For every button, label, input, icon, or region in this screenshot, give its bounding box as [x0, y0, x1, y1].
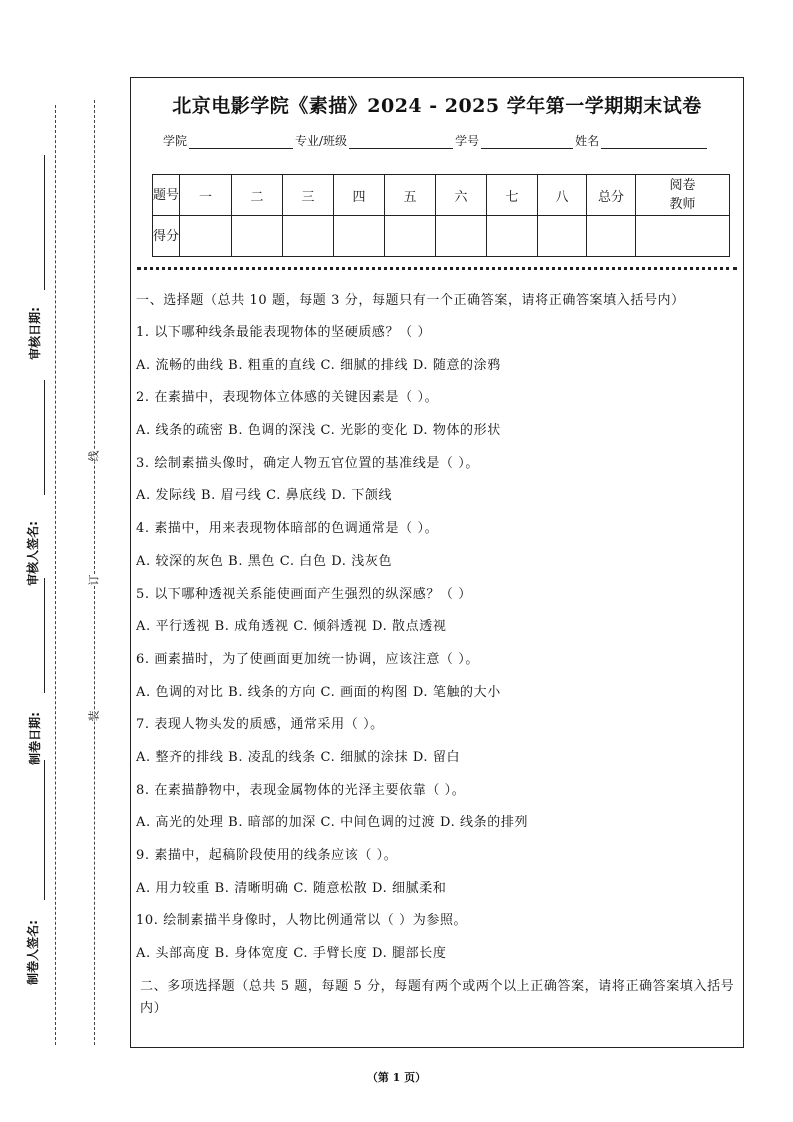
- question-text: 7. 表现人物头发的质感，通常采用（ ）。: [136, 717, 384, 733]
- score-table-header-row: [153, 175, 730, 216]
- college-field[interactable]: [189, 134, 293, 149]
- col-header: 五: [385, 175, 436, 216]
- score-table-score-row: [153, 216, 730, 257]
- col-header: 一: [180, 175, 232, 216]
- question-text: 8. 在素描静物中，表现金属物体的光泽主要依靠（ ）。: [136, 782, 466, 798]
- score-cell-total[interactable]: [587, 216, 636, 257]
- question-options: A. 发际线 B. 眉弓线 C. 鼻底线 D. 下颌线: [136, 488, 393, 504]
- maker-date-line: [44, 578, 45, 693]
- question-options: A. 平行透视 B. 成角透视 C. 倾斜透视 D. 散点透视: [136, 619, 447, 635]
- question-options: A. 色调的对比 B. 线条的方向 C. 画面的构图 D. 笔触的大小: [136, 684, 501, 700]
- maker-date-label: 制卷日期:: [27, 712, 42, 765]
- row-label-question-no: 题号: [153, 175, 180, 216]
- maker-sign-line: [44, 760, 45, 900]
- question-text: 4. 素描中，用来表现物体暗部的色调通常是（ ）。: [136, 521, 439, 537]
- col-header: 八: [538, 175, 587, 216]
- seal-mark: 装: [87, 710, 101, 722]
- row-label-score: 得分: [153, 216, 180, 257]
- question-text: 10. 绘制素描半身像时，人物比例通常以（ ）为参照。: [136, 913, 468, 929]
- maker-sign-label: 制卷人签名:: [25, 920, 40, 985]
- question-text: 2. 在素描中，表现物体立体感的关键因素是（ ）。: [136, 390, 439, 406]
- score-cell[interactable]: [283, 216, 334, 257]
- score-table: [152, 174, 730, 257]
- line-mark: 线: [87, 450, 101, 462]
- col-header: 七: [487, 175, 538, 216]
- student-id-label: 学号: [455, 134, 480, 148]
- margin-dashed-line-right: [94, 100, 95, 1045]
- exam-frame: [130, 77, 744, 1048]
- question-options: A. 高光的处理 B. 暗部的加深 C. 中间色调的过渡 D. 线条的排列: [136, 815, 529, 831]
- reviewer-date-label: 审核日期:: [27, 307, 42, 360]
- name-label: 姓名: [575, 134, 600, 148]
- col-header: 四: [334, 175, 385, 216]
- reviewer-sign-label: 审核人签名:: [25, 521, 40, 586]
- col-header: 二: [232, 175, 283, 216]
- col-header: 总分: [587, 175, 636, 216]
- score-cell[interactable]: [487, 216, 538, 257]
- score-cell[interactable]: [538, 216, 587, 257]
- col-header-reviewer: 阅卷教师: [636, 175, 730, 216]
- reviewer-date-line: [44, 155, 45, 290]
- student-id-field[interactable]: [481, 134, 573, 149]
- section-1-heading: 一、选择题（总共 10 题，每题 3 分，每题只有一个正确答案，请将正确答案填入括号内）: [136, 293, 685, 308]
- dotted-separator: [137, 267, 737, 270]
- score-cell[interactable]: [180, 216, 232, 257]
- major-field[interactable]: [349, 134, 453, 149]
- score-cell-reviewer[interactable]: [636, 216, 730, 257]
- bind-mark: 订: [87, 574, 101, 586]
- question-text: 5. 以下哪种透视关系能使画面产生强烈的纵深感？（ ）: [136, 586, 472, 602]
- score-cell[interactable]: [385, 216, 436, 257]
- section-2-heading: 二、多项选择题（总共 5 题，每题 5 分，每题有两个或两个以上正确答案，请将正确答案填入括号内）: [140, 978, 735, 1016]
- margin-dashed-line-left: [55, 105, 56, 1045]
- question-content: [136, 290, 741, 1020]
- col-header: 三: [283, 175, 334, 216]
- question-options: A. 流畅的曲线 B. 粗重的直线 C. 细腻的排线 D. 随意的涂鸦: [136, 357, 501, 373]
- question-text: 6. 画素描时，为了使画面更加统一协调，应该注意（ ）。: [136, 651, 479, 667]
- score-cell[interactable]: [232, 216, 283, 257]
- col-header: 六: [436, 175, 487, 216]
- question-options: A. 线条的疏密 B. 色调的深浅 C. 光影的变化 D. 物体的形状: [136, 423, 501, 439]
- student-info-row: [163, 132, 709, 149]
- exam-title: 北京电影学院《素描》2024 - 2025 学年第一学期期末试卷: [172, 95, 702, 117]
- question-text: 3. 绘制素描头像时，确定人物五官位置的基准线是（ ）。: [136, 455, 479, 471]
- college-label: 学院: [163, 134, 188, 148]
- major-label: 专业/班级: [295, 134, 348, 148]
- question-text: 1. 以下哪种线条最能表现物体的坚硬质感？（ ）: [136, 325, 432, 340]
- score-cell[interactable]: [436, 216, 487, 257]
- question-options: A. 头部高度 B. 身体宽度 C. 手臂长度 D. 腿部长度: [136, 946, 447, 962]
- question-options: A. 整齐的排线 B. 凌乱的线条 C. 细腻的涂抹 D. 留白: [136, 749, 461, 765]
- question-options: A. 较深的灰色 B. 黑色 C. 白色 D. 浅灰色: [136, 553, 393, 569]
- score-cell[interactable]: [334, 216, 385, 257]
- page-number: （第 1 页）: [366, 1071, 427, 1084]
- reviewer-sign-line: [44, 380, 45, 495]
- name-field[interactable]: [601, 134, 707, 149]
- question-text: 9. 素描中，起稿阶段使用的线条应该（ ）。: [136, 848, 398, 863]
- question-options: A. 用力较重 B. 清晰明确 C. 随意松散 D. 细腻柔和: [136, 880, 447, 896]
